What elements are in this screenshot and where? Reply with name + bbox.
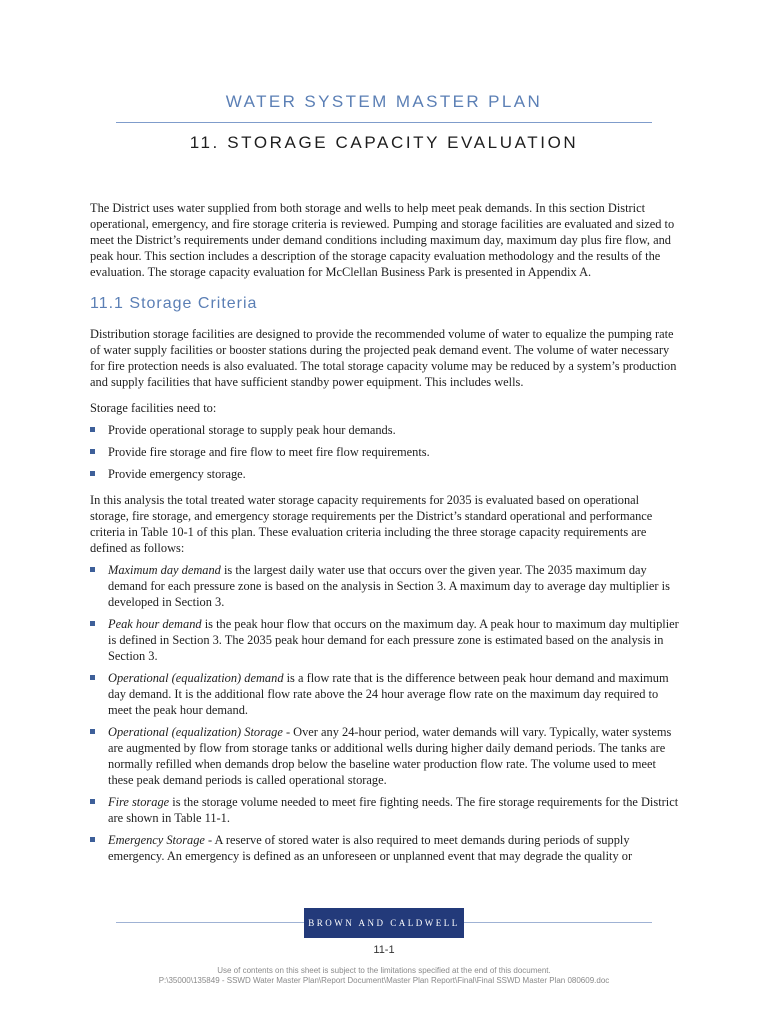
needs-intro: Storage facilities need to: [90, 401, 217, 415]
definition-term: Emergency Storage [108, 833, 205, 847]
bullet-icon [90, 621, 95, 626]
definition-text: - Over any 24-hour period, water demands will vary. Typically, water systems are augmented by flow from storage tanks or additional wells during higher daily demand periods. The tanks are normally refilled when demands drop below the baseline water production flow rate. The volume used to meet these peak demand periods is called operational storage. [108, 725, 672, 787]
footer-file-path: P:\35000\135849 - SSWD Water Master Plan\Report Document\Master Plan Report\Final\Final SSWD Master Plan 080609.doc [158, 976, 610, 985]
definition-text: is the storage volume needed to meet fire fighting needs. The fire storage requirements for the District are shown in Table 11-1. [108, 795, 679, 825]
definition-term: Maximum day demand [108, 563, 221, 577]
list-item: Provide fire storage and fire flow to meet fire flow requirements. [90, 444, 680, 460]
chapter-title: 11. STORAGE CAPACITY EVALUATION [189, 133, 579, 152]
list-item [90, 562, 680, 610]
definition-text: is the largest daily water use that occurs over the given year. The 2035 maximum day demand for each pressure zone is based on the analysis in Section 3. A maximum day to average day multiplier is developed in Section 3. [108, 563, 670, 609]
list-item [90, 724, 680, 788]
bullet-icon [90, 729, 95, 734]
definitions-list [90, 562, 680, 864]
page-number: 11-1 [373, 944, 395, 956]
definition-text: is a flow rate that is the difference between peak hour demand and maximum day demand. It is the additional flow rate above the 24 hour average flow rate on the maximum day required to meet the peak hour demand. [108, 671, 669, 717]
intro-paragraph: The District uses water supplied from both storage and wells to help meet peak demands. In this section District operational, emergency, and fire storage criteria is reviewed. Pumping and storage facilities are evaluated and sized to meet the District’s requirements under demand conditions including maximum day, maximum day plus fire flow, and peak hour. This section includes a description of the storage capacity evaluation methodology and the results of the evaluation. The storage capacity evaluation for McClellan Business Park is presented in Appendix A. [90, 201, 675, 279]
list-item [90, 832, 680, 864]
bullet-icon [90, 471, 95, 476]
bullet-icon [90, 567, 95, 572]
list-item: Provide emergency storage. [90, 466, 680, 482]
section-heading: 11.1 Storage Criteria [90, 295, 258, 312]
brown-and-caldwell-logo: BROWN AND CALDWELL [304, 908, 464, 938]
definition-term: Operational (equalization) demand [108, 671, 284, 685]
bullet-icon [90, 799, 95, 804]
definition-term: Fire storage [108, 795, 170, 809]
bullet-icon [90, 675, 95, 680]
list-item [90, 616, 680, 664]
footer-notice: Use of contents on this sheet is subject to the limitations specified at the end of this document. [217, 966, 551, 975]
list-item: Provide operational storage to supply peak hour demands. [90, 422, 680, 438]
document-header-title: WATER SYSTEM MASTER PLAN [225, 92, 543, 111]
bullet-icon [90, 427, 95, 432]
bullet-icon [90, 449, 95, 454]
document-body [90, 200, 680, 874]
definition-term: Peak hour demand [108, 617, 202, 631]
bullet-icon [90, 837, 95, 842]
section-paragraph-1: Distribution storage facilities are designed to provide the recommended volume of water to equalize the pumping rate of water supply facilities or booster stations during the projected peak demand event. The volume of water necessary for fire protection needs is also evaluated. The total storage capacity volume may be reduced by a system’s production and supply facilities that have sufficient standby power equipment. This includes wells. [90, 327, 677, 389]
definition-term: Operational (equalization) Storage [108, 725, 283, 739]
list-item [90, 794, 680, 826]
definition-text: - A reserve of stored water is also required to meet demands during periods of supply emergency. An emergency is defined as an unforeseen or unplanned event that may degrade the quality or [108, 833, 633, 863]
section-paragraph-2: In this analysis the total treated water storage capacity requirements for 2035 is evaluated based on operational storage, fire storage, and emergency storage requirements per the District’s standard operational and performance criteria in Table 10-1 of this plan. These evaluation criteria including the three storage capacity requirements are defined as follows: [90, 493, 653, 555]
definition-text: is the peak hour flow that occurs on the maximum day. A peak hour to maximum day multiplier is defined in Section 3. The 2035 peak hour demand for each pressure zone is estimated based on the analysis in Section 3. [108, 617, 679, 663]
list-item [90, 670, 680, 718]
header-divider [116, 122, 652, 123]
needs-list [90, 422, 680, 482]
